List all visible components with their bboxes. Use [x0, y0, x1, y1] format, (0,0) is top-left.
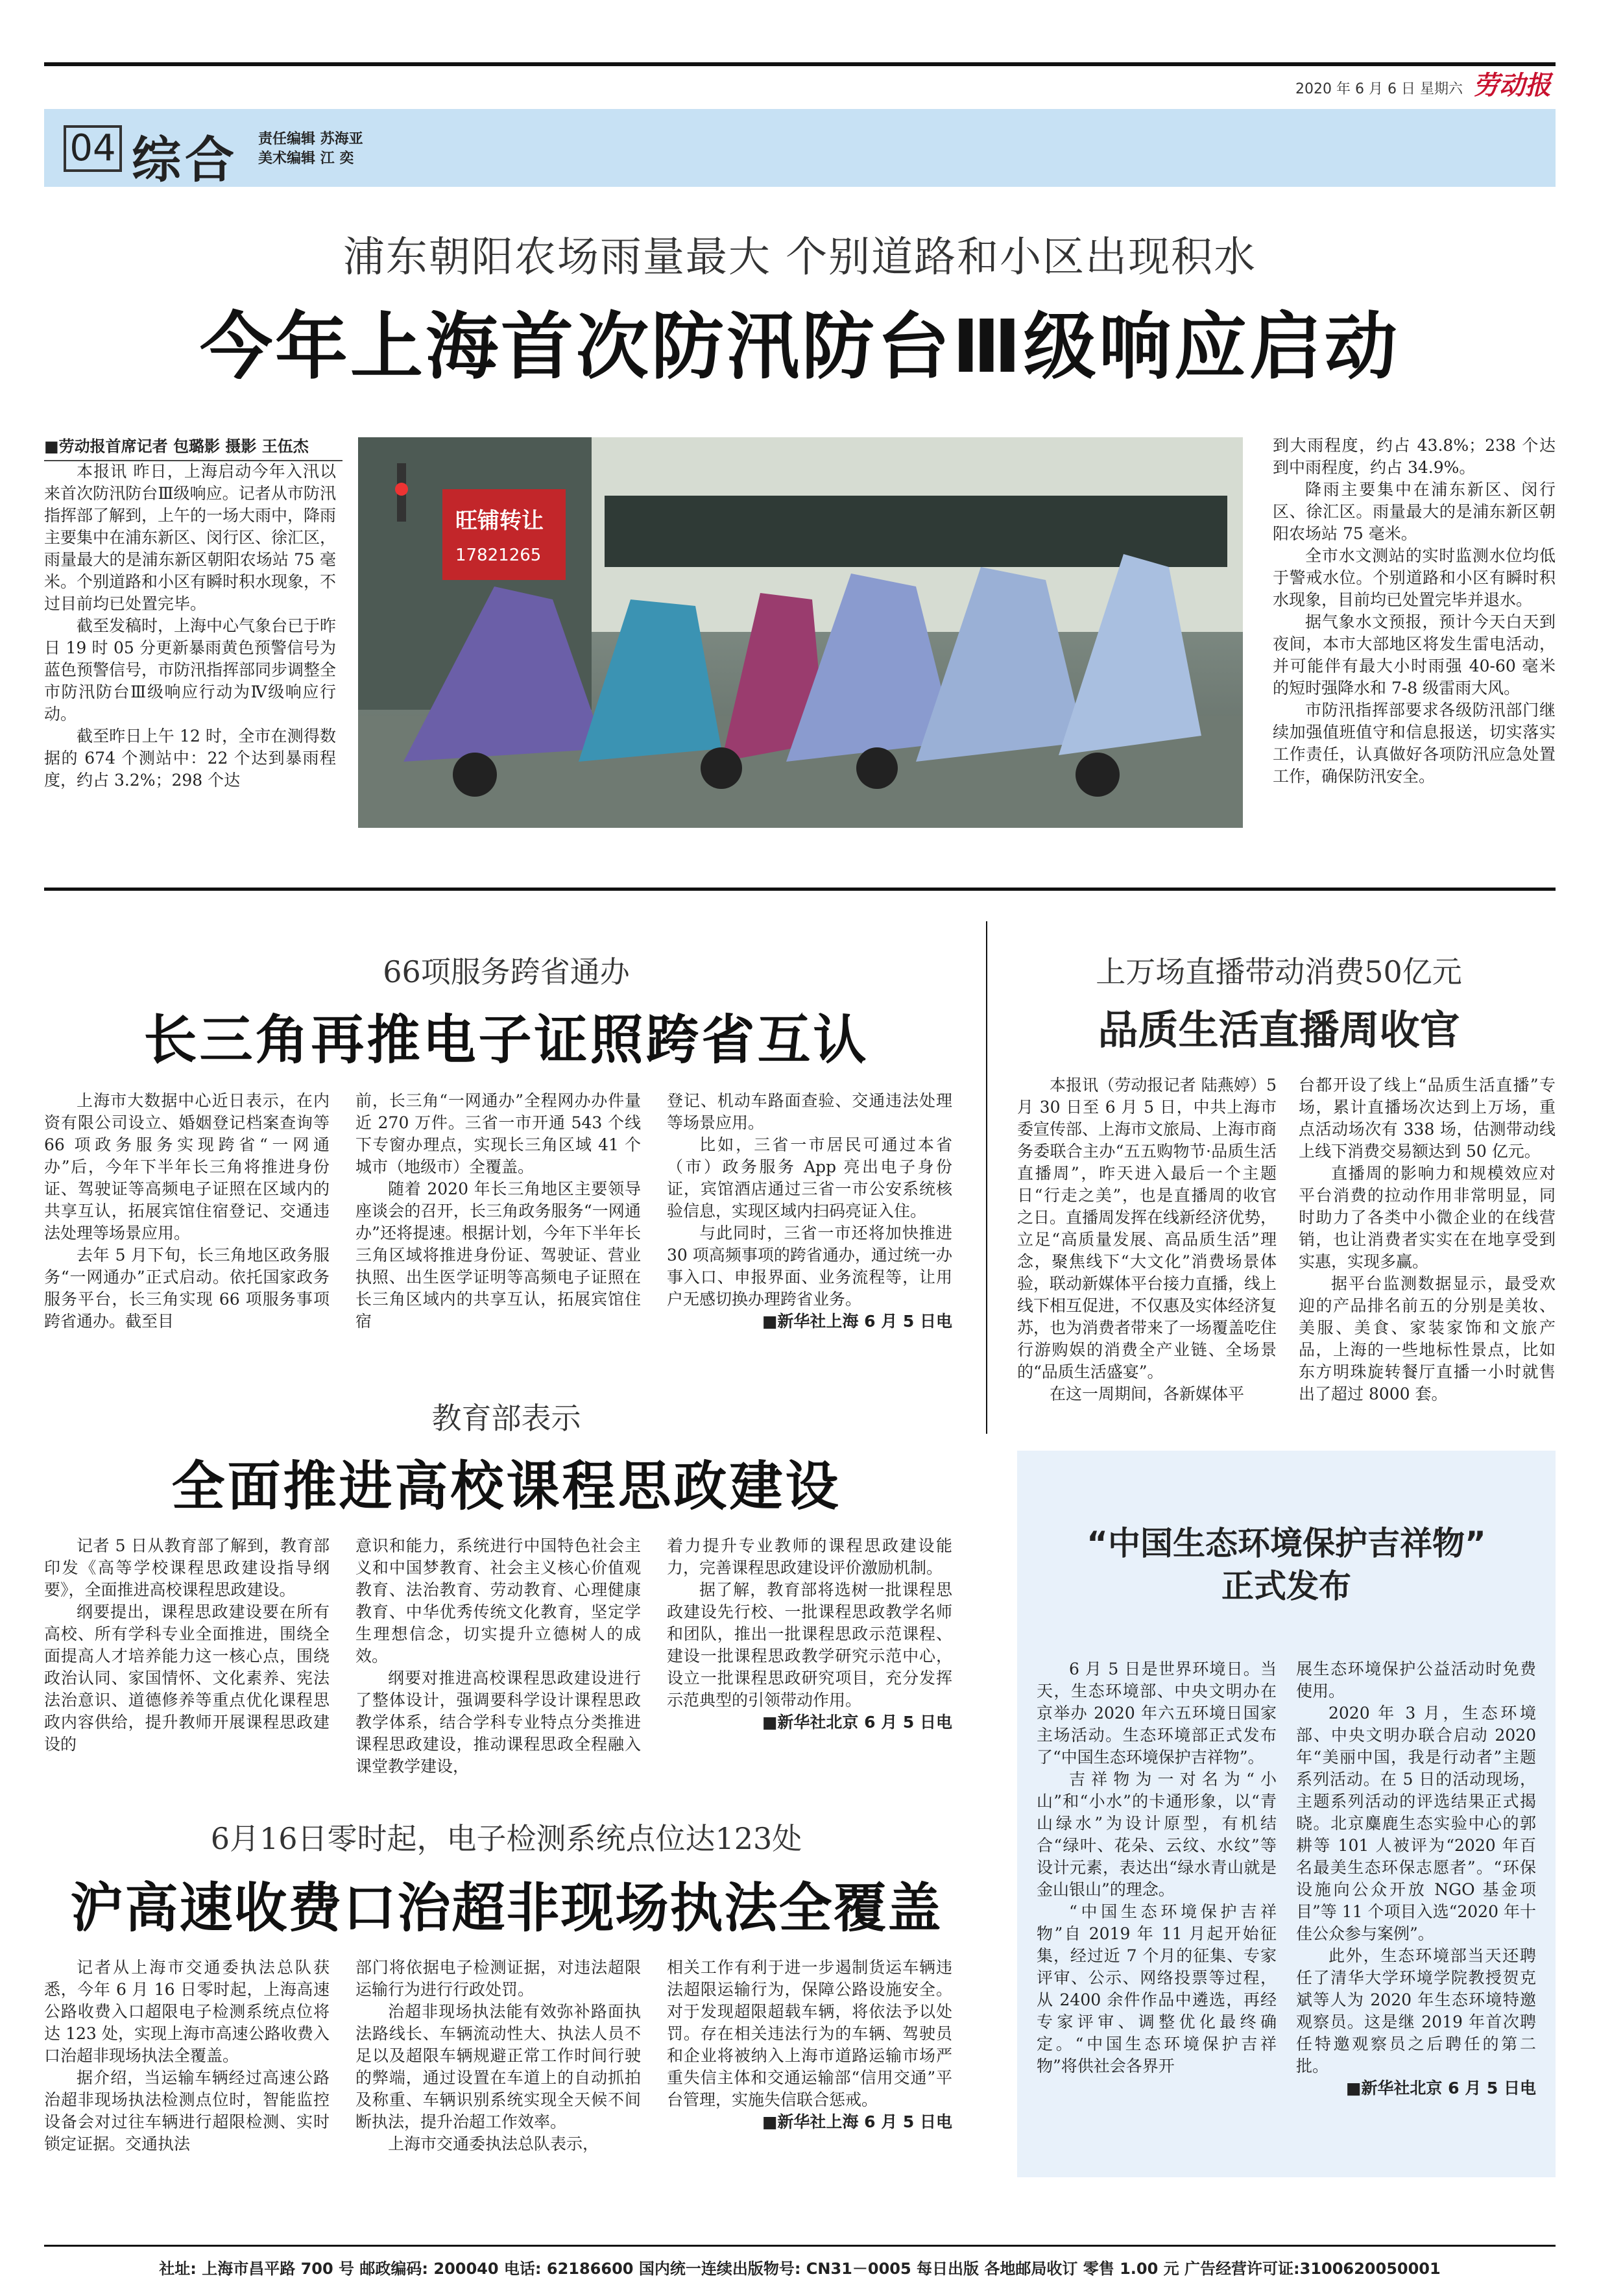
story2-column-2 — [355, 1090, 641, 1333]
paragraph: 台都开设了线上“品质生活直播”专场，累计直播场次达到上万场，重点活动场次有 338 场，估测带动线上线下消费交易额达到 50 亿元。 — [1299, 1076, 1556, 1161]
story6-column-2 — [355, 1957, 641, 2155]
paragraph: “中国生态环境保护吉祥物”自 2019 年 11 月起开始征集，经过近 7 个月的征集、专家评审、公示、网络投票等过程，从 2400 余件作品中遴选，再经专家评审、调整优化最终确定。“中国生态环境保护吉祥物”将供社会各界开 — [1037, 1902, 1277, 2075]
paragraph: 部门将依据电子检测证据，对违法超限运输行为进行行政处罚。 — [355, 1958, 641, 1999]
story5-headline-line1: “中国生态环境保护吉祥物” — [1087, 1525, 1486, 1562]
paragraph: 本报讯 昨日，上海启动今年入汛以来首次防汛防台Ⅲ级响应。记者从市防汛指挥部了解到，上午的一场大雨中，降雨主要集中在浦东新区、闵行区、徐汇区，雨量最大的是浦东新区朝阳农场站 75 毫米。个别道路和小区有瞬时积水现象，不过目前均已处置完毕。 — [44, 462, 337, 613]
dateline-stamp: ■新华社北京 6 月 5 日电 — [1345, 2079, 1536, 2097]
rain-photo-illustration — [358, 437, 1243, 828]
dateline-stamp: ■新华社上海 6 月 5 日电 — [762, 2112, 952, 2131]
art-editor-credit: 美术编辑 江 奕 — [258, 151, 354, 167]
paragraph: 前，长三角“一网通办”全程网办办件量近 270 万件。三省一市开通 543 个线下专窗办理点，实现长三角区域 41 个城市（地级市）全覆盖。 — [355, 1091, 641, 1176]
story2-headline: 长三角再推电子证照跨省互认 — [143, 1009, 869, 1071]
paragraph: 去年 5 月下旬，长三角地区政务服务“一网通办”正式启动。依托国家政务服务平台，长三角实现 66 项服务事项跨省通办。截至目 — [44, 1246, 330, 1331]
story4-column-3 — [667, 1535, 952, 1734]
story6-column-3 — [667, 1957, 952, 2133]
rain-photo — [358, 437, 1243, 828]
story5-column-2 — [1296, 1658, 1536, 2099]
paragraph: 纲要提出，课程思政建设要在所有高校、所有学科专业全面推进，围绕全面提高人才培养能力这一核心点，围绕政治认同、家国情怀、文化素养、宪法法治意识、道德修养等重点优化课程思政内容供给，提升教师开展课程思政建设的 — [44, 1602, 330, 1754]
shop-sign-text: 旺铺转让 — [455, 508, 544, 534]
story6-column-1 — [44, 1957, 330, 2155]
paragraph: 此外，生态环境部当天还聘任了清华大学环境学院教授贺克斌等人为 2020 年生态环境特邀观察员。这是继 2019 年首次聘任特邀观察员之后聘任的第二批。 — [1296, 1946, 1536, 2075]
story3-column-1 — [1017, 1074, 1277, 1405]
story4-column-2 — [355, 1535, 641, 1778]
lead-column-1 — [44, 461, 336, 792]
paragraph: 比如，三省一市居民可通过本省（市）政务服务 App 亮出电子身份证，宾馆酒店通过三省一市公安系统核验信息，实现区域内扫码亮证入住。 — [667, 1135, 952, 1220]
lead-column-2 — [1273, 435, 1556, 788]
paragraph: 纲要对推进高校课程思政建设进行了整体设计，强调要科学设计课程思政教学体系，结合学科专业特点分类推进课程思政建设，推动课程思政全程融入课堂教学建设， — [355, 1669, 641, 1776]
story4-headline: 全面推进高校课程思政建设 — [171, 1456, 841, 1517]
newspaper-logo: 劳动报 — [1473, 70, 1551, 101]
paragraph: 2020 年 3 月，生态环境部、中央文明办联合启动 2020 年“美丽中国，我是行动者”主题系列活动。在 5 日的活动现场，主题系列活动的评选结果正式揭晓。北京麋鹿生态实验中心的郭耕等 101 人被评为“2020 年百名最美生态环保志愿者”。“环保设施向公众开放 NGO 基金项目”等 11 个项目入选“2020 年十佳公众参与案例”。 — [1296, 1704, 1536, 1943]
top-rule — [44, 62, 1556, 66]
column-divider — [986, 921, 987, 1434]
story5-headline-line2: 正式发布 — [1221, 1567, 1351, 1605]
story5-headline — [1017, 1522, 1556, 1608]
dateline-stamp: ■新华社北京 6 月 5 日电 — [762, 1713, 952, 1732]
paragraph: 上海市交通委执法总队表示， — [388, 2134, 599, 2153]
story6-subtitle: 6月16日零时起，电子检测系统点位达123处 — [210, 1821, 802, 1856]
paragraph: 在这一周期间，各新媒体平 — [1050, 1384, 1245, 1403]
story4-subtitle: 教育部表示 — [431, 1401, 581, 1436]
paragraph: 本报讯（劳动报记者 陆燕婷）5 月 30 日至 6 月 5 日，中共上海市委宣传部、上海市文旅局、上海市商务委联合主办“五五购物节·品质生活直播周”，昨天进入最后一个主题日“行走之美”，也是直播周的收官之日。直播周发挥在线新经济优势，立足“高质量发展、高品质生活”理念，聚焦线下“大文化”消费场景体验，联动新媒体平台接力直播，线上线下相互促进，不仅惠及实体经济复苏，也为消费者带来了一场覆盖吃住行游购娱的消费全产业链、全场景的“品质生活盛宴”。 — [1017, 1076, 1277, 1381]
story2-subtitle: 66项服务跨省通办 — [383, 954, 630, 989]
paragraph: 到大雨程度，约占 43.8%；238 个达到中雨程度，约占 34.9%。 — [1273, 436, 1556, 477]
paragraph: 6 月 5 日是世界环境日。当天，生态环境部、中央文明办在京举办 2020 年六五环境日国家主场活动。生态环境部正式发布了“中国生态环境保护吉祥物”。 — [1037, 1660, 1277, 1767]
section-divider — [44, 888, 1556, 891]
paragraph: 与此同时，三省一市还将加快推进 30 项高频事项的跨省通办，通过统一办事入口、申报界面、业务流程等，让用户无感切换办理跨省业务。 — [667, 1224, 952, 1309]
page-number: 04 — [64, 125, 122, 172]
paragraph: 相关工作有利于进一步遏制货运车辆违法超限运输行为，保障公路设施安全。对于发现超限超载车辆，将依法予以处罚。存在相关违法行为的车辆、驾驶员和企业将被纳入上海市道路运输市场严重失信主体和交通运输部“信用交通”平台管理，实施失信联合惩戒。 — [667, 1958, 952, 2109]
page-footer: 社址: 上海市昌平路 700 号 邮政编码: 200040 电话: 62186600 国内统一连续出版物号: CN31－0005 每日出版 各地邮局收订 零售 1.00 元 广告经营许可证:3100620050001 — [44, 2245, 1556, 2278]
story3-subtitle: 上万场直播带动消费50亿元 — [1096, 954, 1462, 989]
story3-headline: 品质生活直播周收官 — [1098, 1006, 1460, 1054]
paragraph: 据介绍，当运输车辆经过高速公路治超非现场执法检测点位时，智能监控设备会对过往车辆进行超限检测、实时锁定证据。交通执法 — [44, 2068, 330, 2153]
paragraph: 意识和能力，系统进行中国特色社会主义和中国梦教育、社会主义核心价值观教育、法治教育、劳动教育、心理健康教育、中华优秀传统文化教育，坚定学生理想信念，切实提升立德树人的成效。 — [355, 1536, 641, 1665]
paragraph: 登记、机动车路面查验、交通违法处理等场景应用。 — [667, 1091, 952, 1132]
story3-column-2 — [1299, 1074, 1556, 1405]
issue-date: 2020 年 6 月 6 日 星期六 — [1295, 81, 1463, 97]
story5-column-1 — [1037, 1658, 1277, 2077]
shop-sign-number: 17821265 — [455, 546, 542, 565]
paragraph: 据气象水文预报，预计今天白天到夜间，本市大部地区将发生雷电活动，并可能伴有最大小时雨强 40-60 毫米的短时强降水和 7-8 级雷雨大风。 — [1273, 612, 1556, 697]
paragraph: 据平台监测数据显示，最受欢迎的产品排名前五的分别是美妆、美服、美食、家装家饰和文旅产品，上海的一些地标性景点，比如东方明珠旋转餐厅直播一小时就售出了超过 8000 套。 — [1299, 1274, 1556, 1403]
paragraph: 吉祥物为一对名为“小山”和“小水”的卡通形象，以“青山绿水”为设计原型，有机结合“绿叶、花朵、云纹、水纹”等设计元素，表达出“绿水青山就是金山银山”的理念。 — [1037, 1770, 1277, 1899]
lead-headline: 今年上海首次防汛防台Ⅲ级响应启动 — [200, 305, 1400, 389]
paragraph: 记者 5 日从教育部了解到，教育部印发《高等学校课程思政建设指导纲要》，全面推进高校课程思政建设。 — [44, 1536, 330, 1599]
paragraph: 记者从上海市交通委执法总队获悉，今年 6 月 16 日零时起，上海高速公路收费入口超限电子检测系统点位将达 123 处，实现上海市高速公路收费入口治超非现场执法全覆盖。 — [44, 1958, 330, 2065]
paragraph: 市防汛指挥部要求各级防汛部门继续加强值班值守和信息报送，切实落实工作责任，认真做好各项防汛应急处置工作，确保防汛安全。 — [1273, 701, 1556, 786]
paragraph: 展生态环境保护公益活动时免费使用。 — [1296, 1660, 1536, 1700]
editor-credit: 责任编辑 苏海亚 — [258, 131, 363, 147]
lead-subtitle: 浦东朝阳农场雨量最大 个别道路和小区出现积水 — [343, 234, 1257, 282]
paragraph: 截至昨日上午 12 时，全市在测得数据的 674 个测站中：22 个达到暴雨程度，约占 3.2%；298 个达 — [44, 727, 336, 790]
dateline-stamp: ■新华社上海 6 月 5 日电 — [762, 1312, 952, 1331]
paragraph: 着力提升专业教师的课程思政建设能力，完善课程思政建设评价激励机制。 — [667, 1536, 952, 1577]
story2-column-1 — [44, 1090, 330, 1333]
paragraph: 直播周的影响力和规模效应对平台消费的拉动作用非常明显，同时助力了各类中小微企业的在线营销，也让消费者实实在在地享受到实惠，实现多赢。 — [1299, 1164, 1556, 1271]
paragraph: 随着 2020 年长三角地区主要领导座谈会的召开，长三角政务服务“一网通办”还将提速。根据计划，今年下半年长三角区域将推进身份证、驾驶证、营业执照、出生医学证明等高频电子证照在长三角区域内的共享互认，拓展宾馆住宿 — [355, 1179, 641, 1331]
lead-byline: ■劳动报首席记者 包璐影 摄影 王伍杰 — [44, 433, 343, 461]
mascot-story-box — [1017, 1451, 1556, 2177]
story4-column-1 — [44, 1535, 330, 1756]
section-band — [44, 109, 1556, 187]
section-title: 综合 — [132, 131, 238, 189]
paragraph: 全市水文测站的实时监测水位均低于警戒水位。个别道路和小区有瞬时积水现象，目前均已处置完毕并退水。 — [1273, 546, 1556, 609]
story2-column-3 — [667, 1090, 952, 1333]
paragraph: 上海市大数据中心近日表示，在内资有限公司设立、婚姻登记档案查询等 66 项政务服务实现跨省“一网通办”后，今年下半年长三角将推进身份证、驾驶证等高频电子证照在区域内的共享互认，拓展宾馆住宿登记、交通违法处理等场景应用。 — [44, 1091, 330, 1242]
paragraph: 降雨主要集中在浦东新区、闵行区、徐汇区。雨量最大的是浦东新区朝阳农场站 75 毫米。 — [1273, 480, 1556, 543]
paragraph: 截至发稿时，上海中心气象台已于昨日 19 时 05 分更新暴雨黄色预警信号为蓝色预警信号，市防汛指挥部同步调整全市防汛防台Ⅲ级响应行动为Ⅳ级响应行动。 — [44, 616, 337, 723]
editor-credits — [258, 130, 363, 169]
story6-headline: 沪高速收费口治超非现场执法全覆盖 — [70, 1878, 943, 1939]
paragraph: 治超非现场执法能有效弥补路面执法路线长、车辆流动性大、执法人员不足以及超限车辆规避正常工作时间行驶的弊端，通过设置在车道上的自动抓拍及称重、车辆识别系统实现全天候不间断执法，提升治超工作效率。 — [355, 2002, 641, 2131]
paragraph: 据了解，教育部将选树一批课程思政建设先行校、一批课程思政教学名师和团队，推出一批课程思政示范课程、建设一批课程思政教学研究示范中心，设立一批课程思政研究项目，充分发挥示范典型的引领带动作用。 — [667, 1580, 952, 1710]
